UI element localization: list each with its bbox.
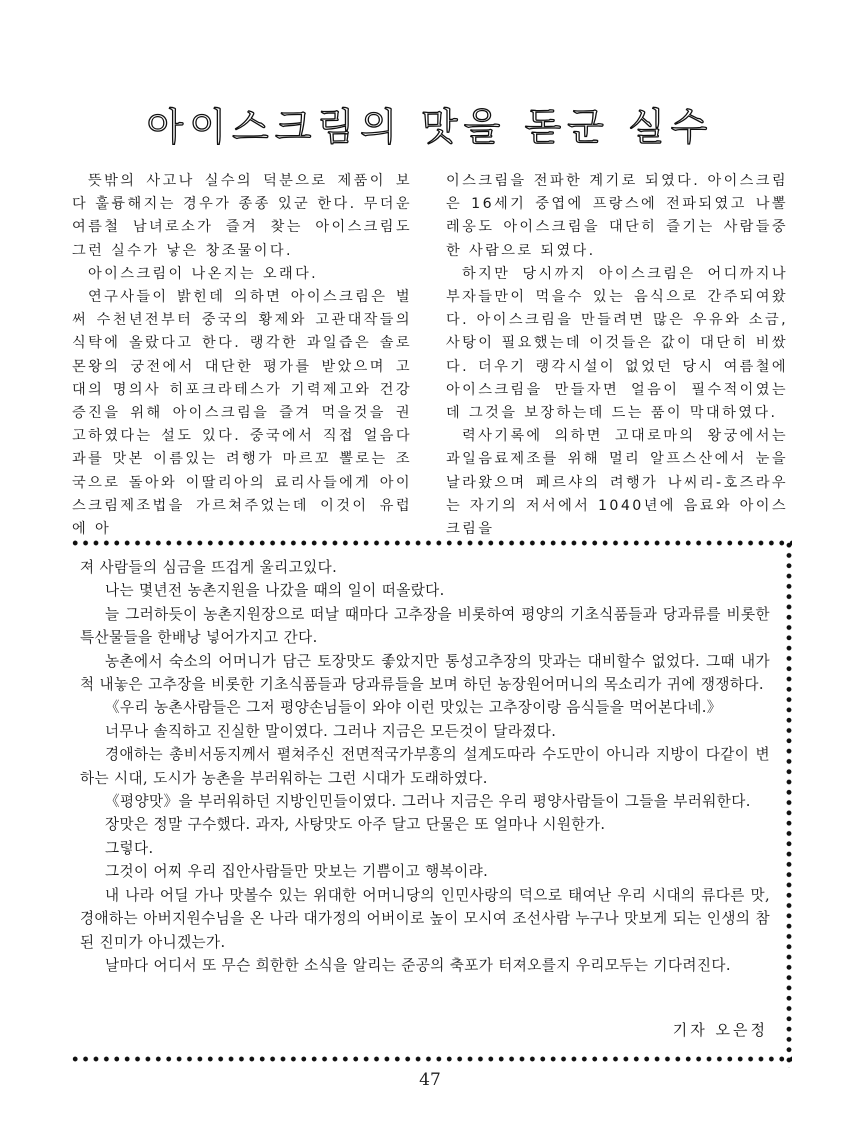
paragraph: 내 나라 어딜 가나 맛볼수 있는 위대한 어머니당의 인민사랑의 덕으로 태여난 우리 시대의 류다른 맛, 경애하는 아버지원수님을 온 나라 대가정의 어버이로 높이 모시여 조선사람 누구나 맛보게 되는 인생의 참된 진미가 아니겠는가. [80,886,770,951]
boxed-article-body [80,556,770,977]
paragraph: 그렇다. [105,839,154,857]
paragraph: 력사기록에 의하면 고대로마의 왕궁에서는 과일음료제조를 위해 멀리 알프스산에서 눈을 날라왔으며 페르샤의 려행가 나씨리-호즈라우는 자기의 저서에서 1040년에 음료와 아이스크림을 [446,428,788,538]
paragraph: 농촌에서 숙소의 어머니가 담근 토장맛도 좋았지만 통성고추장의 맛과는 대비할수 없었다. 그때 내가 척 내놓은 고추장을 비롯한 기초식품들과 당과류들을 보며 하던 농장원어머니의 목소리가 귀에 쟁쟁하다. [80,652,770,694]
paragraph: 져 사람들의 심금을 뜨겁게 울리고있다. [80,559,338,576]
paragraph: 이스크림을 전파한 계기로 되였다. 아이스크림은 16세기 중엽에 프랑스에 전파되였고 나뽈레옹도 아이스크림을 대단히 즐기는 사람들중 한 사람으로 되였다. [446,173,788,259]
dotted-border-right [786,540,792,1068]
page-number: 47 [419,1070,441,1090]
paragraph: 뜻밖의 사고나 실수의 덕분으로 제품이 보다 훌륭해지는 경우가 종종 있군 한다. 무더운 여름철 남녀로소가 즐겨 찾는 아이스크림도 그런 실수가 낳은 창조물이다. [72,173,412,259]
paragraph: 하지만 당시까지 아이스크림은 어디까지나 부자들만이 먹을수 있는 음식으로 간주되여왔다. 아이스크림을 만들려면 많은 우유와 소금, 사탕이 필요했는데 이것들은 값이 대단히 비쌌다. 더우기 랭각시설이 없었던 당시 여름철에 아이스크림을 만들자면 얼음이 필수적이였는데 그것을 보장하는데 드는 품이 막대하였다. [446,265,788,422]
ice-cream-article-right-column [446,170,788,541]
paragraph: 날마다 어디서 또 무슨 희한한 소식을 알리는 준공의 축포가 터져오를지 우리모두는 기다려진다. [105,956,731,974]
paragraph: 연구사들이 밝힌데 의하면 아이스크림은 벌써 수천년전부터 중국의 황제와 고관대작들의 식탁에 올랐다고 한다. 랭각한 과일즙은 솔로몬왕의 궁전에서 대단한 평가를 받았으며 고대의 명의사 히포크라테스가 기력제고와 건강증진을 위해 아이스크림을 즐겨 먹을것을 권고하였다는 설도 있다. 중국에서 직접 얼음다과를 맛본 이름있는 려행가 마르꼬 뽈로는 조국으로 돌아와 이딸리아의 료리사들에게 아이스크림제조법을 가르쳐주었는데 이것이 유럽에 아 [72,289,412,538]
ice-cream-article-left-column [72,170,412,541]
paragraph: 《평양맛》을 부러워하던 지방인민들이였다. 그러나 지금은 우리 평양사람들이 그들을 부러워한다. [105,793,751,811]
quote-paragraph: 《우리 농촌사람들은 그저 평양손님들이 와야 이런 맛있는 고추장이랑 음식들을 먹어본다네.》 [105,699,722,717]
paragraph: 나는 몇년전 농촌지원을 나갔을 때의 일이 떠올랐다. [105,582,445,600]
paragraph: 너무나 솔직하고 진실한 말이였다. 그러나 지금은 모든것이 달라졌다. [105,722,557,740]
author-byline: 기자 오은정 [672,1021,768,1039]
article-title: 아이스크림의 맛을 돋군 실수 [146,105,714,149]
paragraph: 경애하는 총비서동지께서 펼쳐주신 전면적국가부흥의 설계도따라 수도만이 아니라 지방이 다같이 변하는 시대, 도시가 농촌을 부러워하는 그런 시대가 도래하였다. [80,746,770,787]
paragraph: 장맛은 정말 구수했다. 과자, 사탕맛도 아주 달고 단물은 또 얼마나 시원한가. [105,816,606,834]
dotted-border-bottom [70,1056,792,1062]
paragraph: 그것이 어찌 우리 집안사람들만 맛보는 기쁨이고 행복이랴. [105,863,489,881]
paragraph: 아이스크림이 나온지는 오래다. [88,265,319,282]
dotted-border-top [70,540,792,546]
paragraph: 늘 그러하듯이 농촌지원장으로 떠날 때마다 고추장을 비롯하여 평양의 기초식품들과 당과류를 비롯한 특산물들을 한배낭 넣어가지고 간다. [80,605,770,647]
